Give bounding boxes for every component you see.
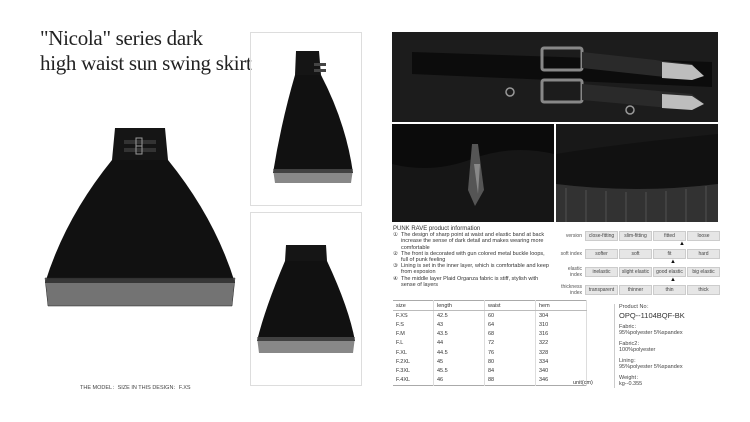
table-cell: 310 xyxy=(536,320,587,329)
product-title-line-1: "Nicola" series dark xyxy=(40,26,203,50)
table-cell: F.M xyxy=(393,330,434,339)
property-option: hard xyxy=(687,249,720,259)
product-info-heading: PUNK RAVE product information xyxy=(393,226,481,232)
table-cell: 80 xyxy=(485,357,536,366)
table-cell: 44.5 xyxy=(434,348,485,357)
table-header: length xyxy=(434,301,485,311)
item-text: The design of sharp point at waist and elastic band at back increase the sense of dark detail and makes wearing more comfortable xyxy=(401,232,545,251)
skirt-front-photo xyxy=(40,118,240,318)
property-option: slight elastic xyxy=(619,267,652,277)
fabric2-label: Fabric2： xyxy=(619,340,643,347)
property-option: slim-fitting xyxy=(619,231,652,241)
table-cell: 316 xyxy=(536,330,587,339)
table-cell: 45.5 xyxy=(434,366,485,375)
unit-label: unit(cm) xyxy=(573,380,593,386)
point-detail-photo xyxy=(392,124,554,222)
table-cell: 44 xyxy=(434,339,485,348)
fabric2-value: 100%polyester xyxy=(619,347,656,353)
table-row xyxy=(393,348,587,357)
weight-label: Weight： xyxy=(619,374,642,381)
property-label: version xyxy=(565,233,582,239)
table-cell: F.L xyxy=(393,339,434,348)
table-header: size xyxy=(393,301,434,311)
property-index-grid xyxy=(560,230,720,296)
table-row xyxy=(393,339,587,348)
property-option: fit xyxy=(653,249,686,259)
table-cell: 328 xyxy=(536,348,587,357)
property-option: thick xyxy=(687,285,720,295)
table-cell: 76 xyxy=(485,348,536,357)
property-row-elastic xyxy=(560,266,720,278)
table-cell: 72 xyxy=(485,339,536,348)
fabric1-value: 95%polyester 5%spandex xyxy=(619,330,683,336)
property-option: inelastic xyxy=(585,267,618,277)
size-table-container xyxy=(393,300,587,386)
table-row xyxy=(393,366,587,375)
table-cell: F.S xyxy=(393,320,434,329)
table-cell: 334 xyxy=(536,357,587,366)
table-cell: F.2XL xyxy=(393,357,434,366)
skirt-back-photo xyxy=(250,212,362,386)
property-option: close-fitting xyxy=(585,231,618,241)
property-option: thin xyxy=(653,285,686,295)
table-cell: F.3XL xyxy=(393,366,434,375)
property-option: thinner xyxy=(619,285,652,295)
product-info-item xyxy=(393,276,553,288)
table-row xyxy=(393,320,587,329)
table-row xyxy=(393,376,587,386)
product-details xyxy=(614,304,719,388)
table-cell: 60 xyxy=(485,311,536,321)
product-no-label: Product No： xyxy=(619,304,653,310)
lining-label: Lining： xyxy=(619,357,640,364)
property-row-version xyxy=(560,230,720,242)
property-row-thickness xyxy=(560,284,720,296)
item-number: ③ xyxy=(393,263,398,270)
table-row xyxy=(393,357,587,366)
property-option: softer xyxy=(585,249,618,259)
table-cell: 304 xyxy=(536,311,587,321)
table-header-row xyxy=(393,301,587,311)
hem-detail-photo xyxy=(556,124,718,222)
product-info-item xyxy=(393,232,553,251)
property-option: big elastic xyxy=(687,267,720,277)
property-label: soft index xyxy=(560,251,582,257)
property-option: soft xyxy=(619,249,652,259)
table-header: waist xyxy=(485,301,536,311)
product-info-item xyxy=(393,251,553,263)
property-row-soft xyxy=(560,248,720,260)
table-cell: F.XS xyxy=(393,311,434,321)
table-cell: 84 xyxy=(485,366,536,375)
table-row xyxy=(393,311,587,321)
property-option: fitted xyxy=(653,231,686,241)
table-cell: 43.5 xyxy=(434,330,485,339)
fabric1-label: Fabric： xyxy=(619,323,640,330)
item-number: ① xyxy=(393,232,398,239)
buckle-detail-photo xyxy=(392,32,718,122)
item-number: ④ xyxy=(393,275,398,282)
property-option: good elastic xyxy=(653,267,686,277)
property-label: thickness index xyxy=(561,284,582,296)
product-info-item xyxy=(393,263,553,275)
size-table xyxy=(393,300,587,386)
table-cell: F.4XL xyxy=(393,376,434,386)
table-cell: 322 xyxy=(536,339,587,348)
selected-marker-icon: ▲ xyxy=(670,259,676,265)
table-row xyxy=(393,330,587,339)
table-cell: 88 xyxy=(485,376,536,386)
item-text: The front is decorated with gun colored metal buckle loops, full of punk feeling xyxy=(401,250,545,264)
item-number: ② xyxy=(393,250,398,257)
table-cell: 68 xyxy=(485,330,536,339)
table-cell: 43 xyxy=(434,320,485,329)
lining-value: 95%polyester 5%spandex xyxy=(619,364,683,370)
product-info-section xyxy=(393,226,553,288)
skirt-side-photo xyxy=(250,32,362,206)
property-option: transparent xyxy=(585,285,618,295)
item-text: The middle layer Plaid Organza fabric is stiff, stylish with sense of layers xyxy=(401,275,539,288)
table-header: hem xyxy=(536,301,587,311)
selected-marker-icon: ▲ xyxy=(670,277,676,283)
table-cell: 340 xyxy=(536,366,587,375)
table-cell: 64 xyxy=(485,320,536,329)
table-cell: 42.5 xyxy=(434,311,485,321)
table-cell: F.XL xyxy=(393,348,434,357)
item-text: Lining is set in the inner layer, which is comfortable and keep from exposion xyxy=(401,263,549,276)
selected-marker-icon: ▲ xyxy=(679,241,685,247)
table-cell: 45 xyxy=(434,357,485,366)
table-cell: 46 xyxy=(434,376,485,386)
weight-value: kg--0.355 xyxy=(619,381,643,387)
property-label: elastic index xyxy=(567,266,582,278)
product-title-line-2: high waist sun swing skirt xyxy=(40,51,252,75)
table-cell: 346 xyxy=(536,376,587,386)
model-size-note: THE MODEL：SIZE IN THIS DESIGN：F.XS xyxy=(80,385,191,391)
product-no-value: OPQ--1104BQF-BK xyxy=(619,310,685,320)
property-option: loose xyxy=(687,231,720,241)
